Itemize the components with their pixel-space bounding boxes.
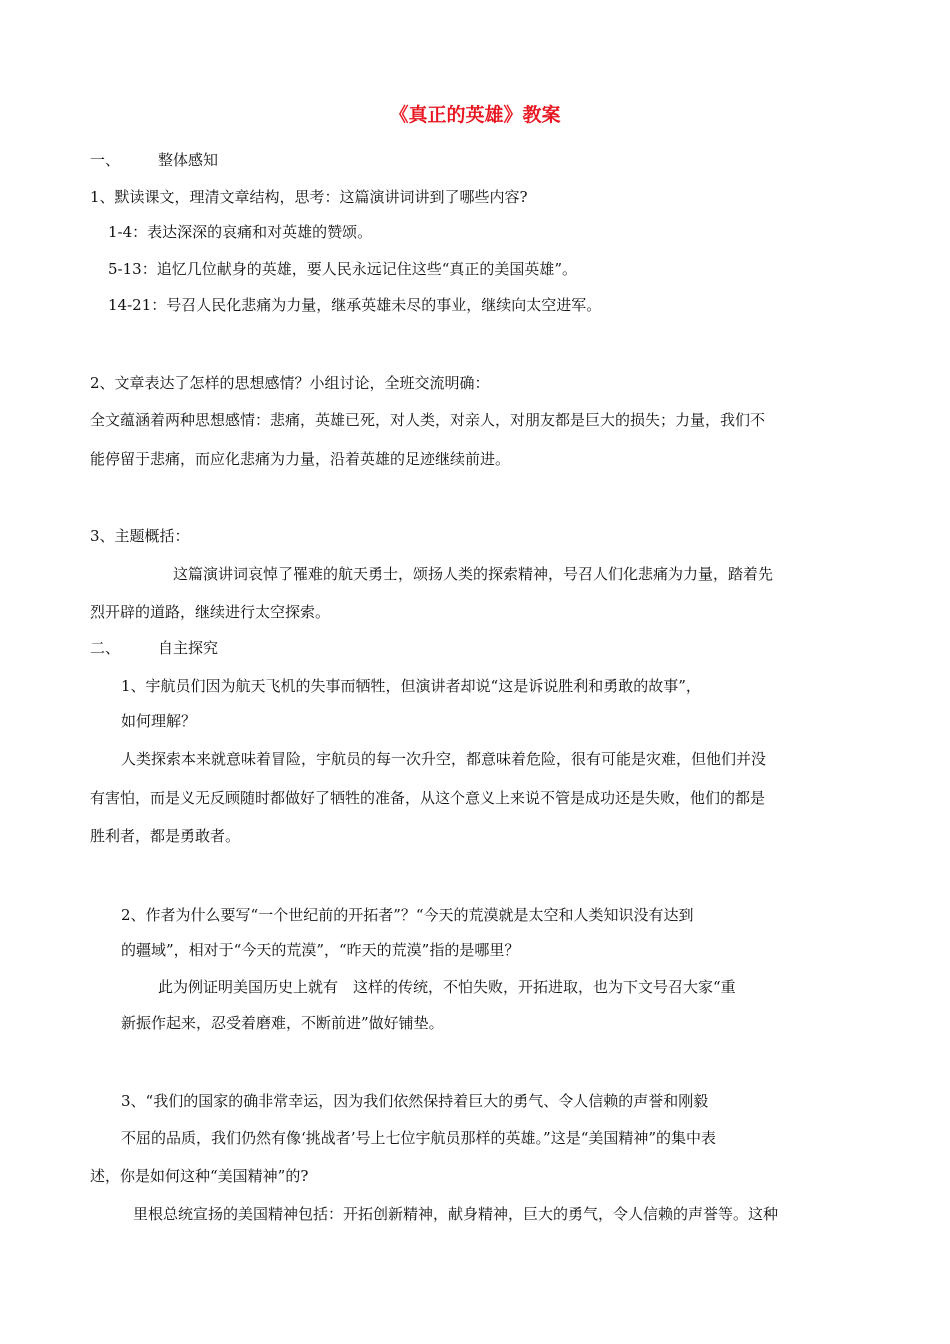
s1-q2-answer-line-1: 全文蕴涵着两种思想感情：悲痛，英雄已死，对人类，对亲人，对朋友都是巨大的损失；力量，我们不	[90, 411, 766, 429]
s2-q3-answer-line-1: 里根总统宣扬的美国精神包括：开拓创新精神，献身精神，巨大的勇气，令人信赖的声誉等。这种	[133, 1205, 779, 1223]
s1-q1-item-3: 14-21：号召人民化悲痛为力量，继承英雄未尽的事业，继续向太空进军。	[108, 296, 602, 314]
section-1-number: 一、	[90, 151, 121, 169]
s2-q2-answer-line-1: 此为例证明美国历史上就有 这样的传统，不怕失败，开拓进取，也为下文号召大家“重	[158, 978, 736, 996]
s1-q3-answer-line-2: 烈开辟的道路，继续进行太空探索。	[90, 603, 331, 621]
s1-q3-answer-line-1: 这篇演讲词哀悼了罹难的航天勇士，颂扬人类的探索精神，号召人们化悲痛为力量，踏着先	[173, 565, 774, 583]
section-2-heading: 自主探究	[158, 639, 219, 657]
s1-q1-item-1: 1-4：表达深深的哀痛和对英雄的赞颂。	[108, 223, 373, 241]
s2-q1-answer-line-3: 胜利者，都是勇敢者。	[90, 827, 241, 845]
s1-q2-answer-line-2: 能停留于悲痛，而应化悲痛为力量，沿着英雄的足迹继续前进。	[90, 450, 511, 468]
s2-q1-answer-line-1: 人类探索本来就意味着冒险，宇航员的每一次升空，都意味着危险，很有可能是灾难，但他们并没	[121, 750, 767, 768]
s2-q3-question-line-1: 3、“我们的国家的确非常幸运，因为我们依然保持着巨大的勇气、令人信赖的声誉和刚毅	[121, 1092, 709, 1110]
s2-q1-question-line-2: 如何理解？	[121, 712, 197, 730]
s2-q3-question-line-2: 不屈的品质，我们仍然有像‘挑战者’号上七位宇航员那样的英雄。”这是“美国精神”的集中表	[121, 1129, 717, 1147]
section-2-number: 二、	[90, 639, 121, 657]
document-title: 《真正的英雄》教案	[389, 104, 561, 126]
s2-q3-question-line-3: 述，你是如何这种“美国精神”的?	[90, 1167, 309, 1185]
s2-q1-answer-line-2: 有害怕，而是义无反顾随时都做好了牺牲的准备，从这个意义上来说不管是成功还是失败，他们的都是	[90, 789, 766, 807]
s1-q2-question: 2、文章表达了怎样的思想感情？小组讨论，全班交流明确：	[90, 374, 490, 392]
s2-q1-question-line-1: 1、宇航员们因为航天飞机的失事而牺牲，但演讲者却说“这是诉说胜利和勇敢的故事”，	[121, 677, 701, 695]
s2-q2-question-line-2: 的疆域”，相对于“今天的荒漠”，“昨天的荒漠”指的是哪里？	[121, 941, 520, 959]
s1-q1-question: 1、默读课文，理清文章结构，思考：这篇演讲词讲到了哪些内容?	[90, 188, 528, 206]
s1-q1-item-2: 5-13：追忆几位献身的英雄，要人民永远记住这些“真正的美国英雄”。	[108, 260, 578, 278]
s2-q2-answer-line-2: 新振作起来，忍受着磨难，不断前进”做好铺垫。	[121, 1014, 444, 1032]
section-1-heading: 整体感知	[158, 151, 219, 169]
s2-q2-question-line-1: 2、作者为什么要写“一个世纪前的开拓者”？“今天的荒漠就是太空和人类知识没有达到	[121, 906, 694, 924]
s1-q3-question: 3、主题概括：	[90, 527, 190, 545]
